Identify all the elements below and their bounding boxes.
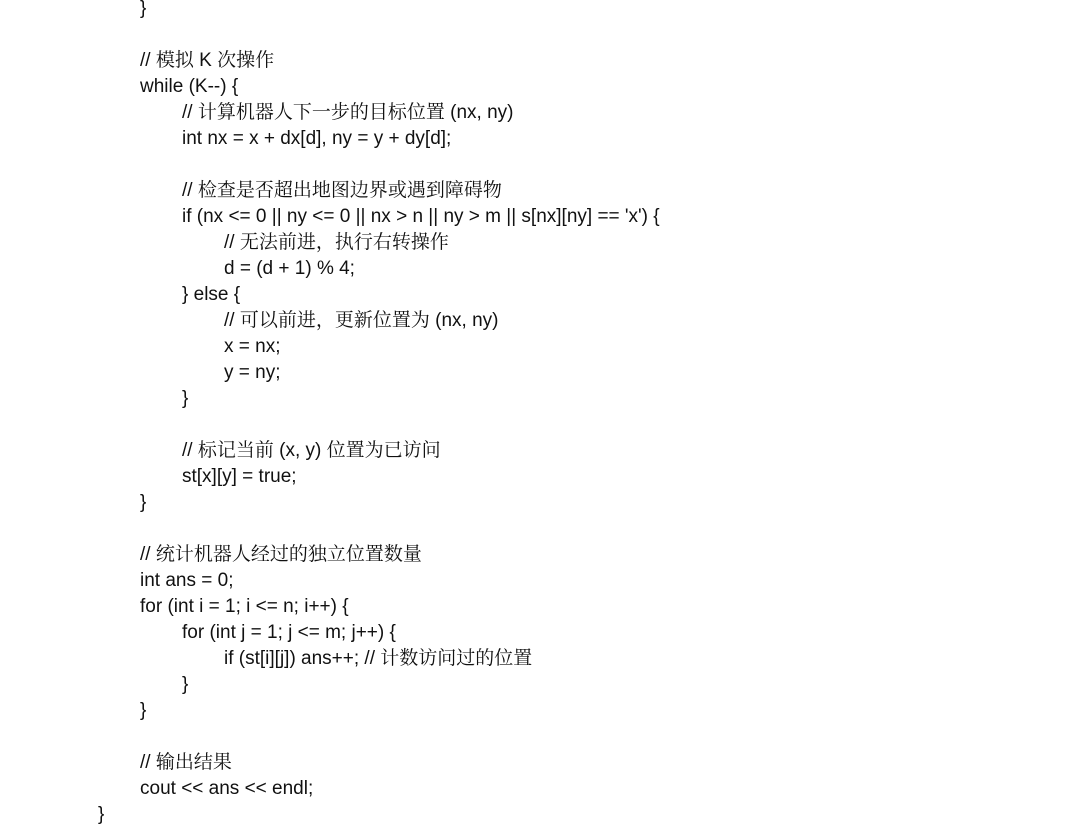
code-line: // 无法前进，执行右转操作 — [224, 232, 449, 253]
code-line: d = (d + 1) % 4; — [224, 258, 355, 279]
code-line: int ans = 0; — [140, 570, 234, 591]
code-line: } — [140, 0, 147, 19]
code-line: x = nx; — [224, 336, 281, 357]
code-line: // 可以前进，更新位置为 (nx, ny) — [224, 310, 499, 331]
code-line: if (nx <= 0 || ny <= 0 || nx > n || ny > m || s[nx][ny] == 'x') { — [182, 206, 660, 227]
code-line: for (int i = 1; i <= n; i++) { — [140, 596, 349, 617]
code-line: // 模拟 K 次操作 — [140, 50, 275, 71]
code-line: } — [140, 700, 147, 721]
code-line: } — [98, 804, 105, 825]
code-line: // 统计机器人经过的独立位置数量 — [140, 544, 422, 565]
code-line: // 计算机器人下一步的目标位置 (nx, ny) — [182, 102, 514, 123]
code-line: y = ny; — [224, 362, 281, 383]
code-line: int nx = x + dx[d], ny = y + dy[d]; — [182, 128, 452, 149]
code-line: st[x][y] = true; — [182, 466, 297, 487]
code-line: cout << ans << endl; — [140, 778, 314, 799]
code-line: // 检查是否超出地图边界或遇到障碍物 — [182, 180, 502, 201]
code-line: // 标记当前 (x, y) 位置为已访问 — [182, 440, 441, 461]
code-line: } else { — [182, 284, 241, 305]
code-line: // 输出结果 — [140, 752, 232, 773]
code-line: while (K--) { — [140, 76, 239, 97]
code-line: } — [182, 674, 189, 695]
code-line: if (st[i][j]) ans++; // 计数访问过的位置 — [224, 648, 533, 669]
code-line: } — [182, 388, 189, 409]
code-line: } — [140, 492, 147, 513]
code-line: for (int j = 1; j <= m; j++) { — [182, 622, 396, 643]
